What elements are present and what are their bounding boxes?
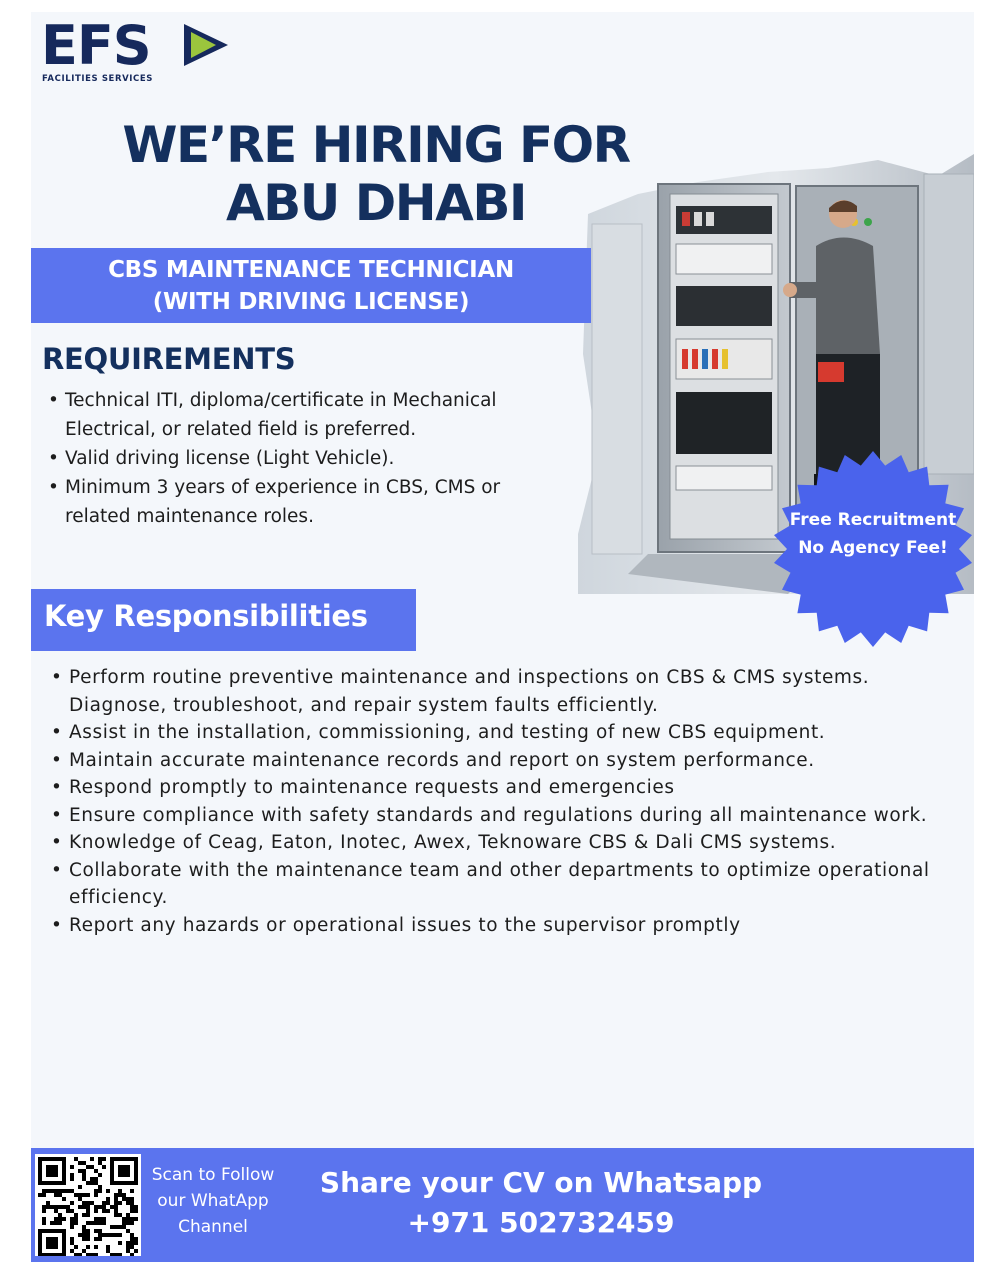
headline-line-1: WE’RE HIRING FOR (122, 116, 630, 174)
share-cv-text: Share your CV on Whatsapp (319, 1166, 763, 1199)
efs-logo (41, 14, 226, 88)
headline-line-2: ABU DHABI (225, 174, 527, 232)
footer-band (31, 1148, 974, 1262)
job-poster (31, 12, 974, 1262)
whatsapp-phone-link[interactable]: +971 502732459 (407, 1206, 675, 1239)
logo-subtitle: FACILITIES SERVICES (42, 74, 154, 84)
free-recruitment-badge (771, 506, 974, 562)
list-item: • Collaborate with the maintenance team and other departments to optimize operational efficiency. (48, 857, 968, 912)
responsibilities-list (48, 664, 968, 939)
responsibilities-heading: Key Responsibilities (44, 599, 368, 633)
list-item: • Perform routine preventive maintenance and inspections on CBS & CMS systems. Diagnose, troubleshoot, and repair system faults efficiently. (48, 664, 968, 719)
logo-mark: EFS (41, 14, 151, 77)
list-item: • Maintain accurate maintenance records and report on system performance. (48, 747, 968, 775)
job-title-line-1: CBS MAINTENANCE TECHNICIAN (108, 257, 514, 283)
list-item: • Minimum 3 years of experience in CBS, CMS or related maintenance roles. (45, 473, 565, 531)
responsibilities-heading-band (31, 589, 416, 651)
list-item: • Ensure compliance with safety standards and regulations during all maintenance work. (48, 802, 968, 830)
qr-code[interactable] (35, 1154, 141, 1256)
badge-line-2: No Agency Fee! (798, 538, 948, 558)
requirements-heading: REQUIREMENTS (42, 342, 296, 376)
list-item: • Assist in the installation, commissioning, and testing of new CBS equipment. (48, 719, 968, 747)
scan-caption (144, 1162, 282, 1240)
list-item: • Report any hazards or operational issues to the supervisor promptly (48, 912, 968, 940)
scan-line-3: Channel (178, 1217, 248, 1237)
qr-code-icon (35, 1154, 141, 1256)
list-item: • Respond promptly to maintenance requests and emergencies (48, 774, 968, 802)
list-item: • Valid driving license (Light Vehicle). (45, 444, 565, 473)
play-arrow-icon (182, 22, 230, 68)
job-title-band (31, 248, 591, 323)
requirements-list (45, 386, 565, 531)
list-item: • Technical ITI, diploma/certificate in Mechanical Electrical, or related field is preferred. (45, 386, 565, 444)
scan-line-1: Scan to Follow (151, 1165, 275, 1185)
badge-line-1: Free Recruitment (789, 510, 957, 530)
scan-line-2: our WhatApp (157, 1191, 269, 1211)
list-item: • Knowledge of Ceag, Eaton, Inotec, Awex, Teknoware CBS & Dali CMS systems. (48, 829, 968, 857)
job-title-line-2: (WITH DRIVING LICENSE) (152, 289, 470, 315)
